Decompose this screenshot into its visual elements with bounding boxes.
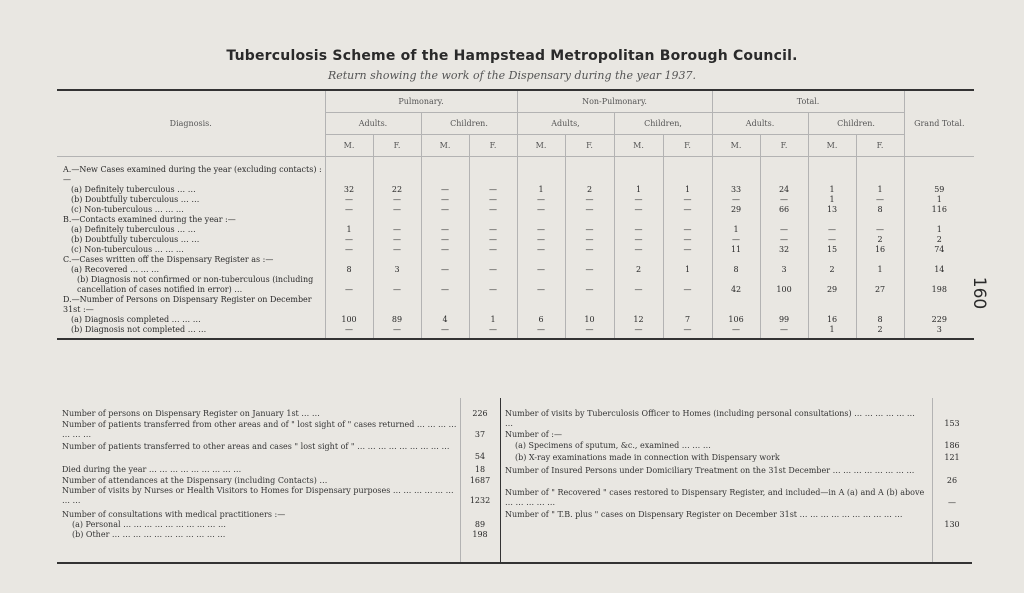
table-cell: — (517, 235, 565, 245)
table-cell: — (614, 275, 663, 295)
table-cell: 1 (808, 195, 856, 205)
summary-label: Number of consultations with medical practitioners :— (62, 510, 286, 519)
summary-label: Number of patients transferred from other areas and of " lost sight of " cases returned … … … … … … … (62, 420, 457, 439)
table-cell: — (517, 225, 565, 235)
summary-label: Number of :— (505, 430, 562, 439)
table-cell (373, 215, 421, 225)
table-cell: — (373, 275, 421, 295)
table-cell: — (663, 245, 712, 255)
table-cell (663, 157, 712, 186)
table-cell: 198 (904, 275, 974, 295)
table-cell: — (712, 325, 760, 339)
table-cell: — (421, 325, 469, 339)
table-cell: — (421, 195, 469, 205)
table-cell: 8 (325, 265, 373, 275)
table-cell (614, 255, 663, 265)
row-label: A.—New Cases examined during the year (excluding contacts) :— (63, 165, 322, 184)
table-cell: — (325, 325, 373, 339)
table-cell: — (421, 185, 469, 195)
table-row (57, 265, 974, 275)
summary-value: 89 (474, 520, 486, 529)
summary-label: (a) Personal … … … … … … … … … … (72, 520, 226, 529)
table-cell: — (663, 195, 712, 205)
table-cell (421, 157, 469, 186)
table-cell: — (517, 205, 565, 215)
table-cell: 2 (565, 185, 614, 195)
table-cell (712, 295, 760, 315)
row-label: B.—Contacts examined during the year :— (63, 215, 236, 224)
table-cell: — (614, 205, 663, 215)
row-label: (a) Diagnosis completed … … … (71, 315, 201, 324)
table-row (57, 185, 974, 195)
table-cell: — (517, 275, 565, 295)
table-cell (904, 215, 974, 225)
summary-label: Number of patients transferred to other areas and cases " lost sight of " … … … … … … … … … (62, 442, 450, 451)
table-cell (760, 215, 808, 225)
table-cell: 1 (904, 225, 974, 235)
table-cell: — (565, 325, 614, 339)
table-cell: — (517, 265, 565, 275)
table-cell: 66 (760, 205, 808, 215)
table-cell: — (421, 275, 469, 295)
table-cell: — (373, 195, 421, 205)
non-pulmonary-adults-header: Adults, (517, 113, 614, 135)
total-adults-header: Adults. (712, 113, 808, 135)
table-cell (760, 295, 808, 315)
col-f-header: F. (373, 135, 421, 157)
table-cell: 16 (856, 245, 904, 255)
table-cell (712, 215, 760, 225)
summary-section (57, 398, 972, 564)
table-cell: — (373, 245, 421, 255)
table-cell: — (421, 265, 469, 275)
table-cell: 116 (904, 205, 974, 215)
table-cell: 7 (663, 315, 712, 325)
table-cell (421, 255, 469, 265)
summary-value: 1232 (469, 496, 491, 505)
table-cell (614, 295, 663, 315)
table-cell: 3 (760, 265, 808, 275)
table-cell: 27 (856, 275, 904, 295)
summary-label: (a) Specimens of sputum, &c., examined … … … (515, 441, 711, 450)
row-label: (c) Non-tuberculous … … … (71, 245, 184, 254)
table-cell: 2 (808, 265, 856, 275)
table-cell: 13 (808, 205, 856, 215)
table-cell: 11 (712, 245, 760, 255)
table-cell: — (856, 195, 904, 205)
table-cell (614, 215, 663, 225)
table-cell: — (325, 275, 373, 295)
table-cell: 106 (712, 315, 760, 325)
summary-label: Number of visits by Tuberculosis Officer to Homes (including personal consultations) … … … … … … … (505, 409, 915, 428)
table-cell: — (565, 275, 614, 295)
table-cell: — (712, 235, 760, 245)
table-cell: — (469, 225, 517, 235)
table-cell: 2 (904, 235, 974, 245)
table-cell: — (325, 245, 373, 255)
summary-value: 18 (474, 465, 486, 474)
summary-left-column (57, 398, 501, 562)
table-cell: 12 (614, 315, 663, 325)
table-cell (856, 255, 904, 265)
table-cell (856, 295, 904, 315)
non-pulmonary-children-header: Children, (614, 113, 712, 135)
table-cell: 1 (469, 315, 517, 325)
summary-value: 186 (944, 441, 960, 450)
table-cell: 89 (373, 315, 421, 325)
table-cell: — (469, 205, 517, 215)
summary-label: (b) Other … … … … … … … … … … … (72, 530, 226, 539)
table-cell (663, 255, 712, 265)
summary-value: 54 (474, 452, 486, 461)
table-cell: — (517, 325, 565, 339)
table-cell: 1 (517, 185, 565, 195)
table-cell (373, 157, 421, 186)
table-cell: 10 (565, 315, 614, 325)
table-cell: 100 (760, 275, 808, 295)
row-label: (b) Diagnosis not confirmed or non-tuberculous (including cancellation of cases notified in error) … (77, 275, 314, 294)
table-cell: 100 (325, 315, 373, 325)
table-cell: 8 (712, 265, 760, 275)
table-cell: 42 (712, 275, 760, 295)
grand-total-header: Grand Total. (904, 90, 974, 157)
diagnosis-table (57, 89, 974, 340)
table-cell: 1 (614, 185, 663, 195)
table-cell (565, 215, 614, 225)
table-cell: 1 (904, 195, 974, 205)
table-cell: — (565, 265, 614, 275)
summary-label: Number of persons on Dispensary Register on January 1st … … (62, 409, 320, 418)
table-cell (712, 157, 760, 186)
table-row (57, 325, 974, 339)
table-cell: 1 (663, 185, 712, 195)
table-row (57, 295, 974, 315)
summary-value: 121 (944, 453, 960, 462)
table-cell (856, 215, 904, 225)
table-cell (663, 295, 712, 315)
summary-value: 130 (944, 520, 960, 529)
table-cell (904, 255, 974, 265)
table-cell (856, 157, 904, 186)
page-subtitle: Return showing the work of the Dispensary during the year 1937. (327, 69, 697, 82)
table-cell: — (565, 235, 614, 245)
table-cell: — (325, 195, 373, 205)
col-f-header: F. (856, 135, 904, 157)
table-row (57, 157, 974, 186)
table-cell: 6 (517, 315, 565, 325)
table-cell: 1 (856, 265, 904, 275)
table-cell: — (760, 225, 808, 235)
table-cell: 1 (712, 225, 760, 235)
summary-value: 198 (472, 530, 488, 539)
summary-label: Number of " T.B. plus " cases on Dispensary Register on December 31st … … … … … … … … … … (505, 510, 903, 519)
table-cell: — (614, 245, 663, 255)
table-cell: — (469, 195, 517, 205)
table-cell: 22 (373, 185, 421, 195)
table-cell: — (760, 195, 808, 205)
row-label: (b) Doubtfully tuberculous … … (71, 195, 200, 204)
table-cell: 29 (808, 275, 856, 295)
table-cell: — (373, 235, 421, 245)
table-cell: 2 (856, 325, 904, 339)
row-label: (a) Definitely tuberculous … … (71, 225, 196, 234)
table-cell: — (517, 245, 565, 255)
table-cell: — (856, 225, 904, 235)
col-f-header: F. (565, 135, 614, 157)
page-number: 160 (969, 276, 990, 310)
table-cell (421, 215, 469, 225)
table-row (57, 205, 974, 215)
summary-value: 153 (944, 419, 960, 428)
table-row (57, 245, 974, 255)
table-cell: — (663, 275, 712, 295)
table-cell: — (712, 195, 760, 205)
total-header: Total. (712, 90, 904, 113)
pulmonary-adults-header: Adults. (325, 113, 421, 135)
table-cell: 3 (373, 265, 421, 275)
table-cell (325, 215, 373, 225)
col-m-header: M. (808, 135, 856, 157)
table-cell: 16 (808, 315, 856, 325)
table-cell: — (614, 195, 663, 205)
table-cell (325, 255, 373, 265)
row-label: C.—Cases written off the Dispensary Register as :— (63, 255, 274, 264)
table-cell: 29 (712, 205, 760, 215)
table-cell (760, 157, 808, 186)
summary-label: Number of Insured Persons under Domiciliary Treatment on the 31st December … … … … … … … … (505, 466, 915, 475)
table-cell: — (325, 205, 373, 215)
col-f-header: F. (663, 135, 712, 157)
table-cell (373, 295, 421, 315)
table-cell: 3 (904, 325, 974, 339)
summary-right-column (500, 398, 972, 562)
col-m-header: M. (517, 135, 565, 157)
col-m-header: M. (712, 135, 760, 157)
non-pulmonary-header: Non-Pulmonary. (517, 90, 712, 113)
table-cell (712, 255, 760, 265)
table-row (57, 315, 974, 325)
table-cell (565, 157, 614, 186)
table-cell: 24 (760, 185, 808, 195)
table-cell (760, 255, 808, 265)
col-f-header: F. (760, 135, 808, 157)
table-cell: 74 (904, 245, 974, 255)
table-cell (904, 157, 974, 186)
table-cell: — (469, 185, 517, 195)
table-cell: — (808, 235, 856, 245)
table-cell: 229 (904, 315, 974, 325)
table-row (57, 215, 974, 225)
table-cell: — (565, 225, 614, 235)
table-cell: — (663, 225, 712, 235)
table-cell (808, 255, 856, 265)
col-m-header: M. (421, 135, 469, 157)
table-cell: 1 (856, 185, 904, 195)
table-cell: 99 (760, 315, 808, 325)
table-cell: — (517, 195, 565, 205)
table-cell (565, 255, 614, 265)
summary-label: (b) X-ray examinations made in connection with Dispensary work (515, 453, 780, 462)
table-cell: — (373, 225, 421, 235)
table-cell: 8 (856, 205, 904, 215)
table-cell: — (760, 235, 808, 245)
table-cell: — (614, 235, 663, 245)
table-cell (325, 295, 373, 315)
table-cell: — (565, 245, 614, 255)
table-row (57, 255, 974, 265)
page-title: Tuberculosis Scheme of the Hampstead Metropolitan Borough Council. (226, 48, 798, 64)
row-label: (c) Non-tuberculous … … … (71, 205, 184, 214)
table-cell: — (565, 195, 614, 205)
summary-value: — (948, 498, 956, 507)
table-cell (517, 157, 565, 186)
table-cell (565, 295, 614, 315)
table-cell: — (421, 205, 469, 215)
col-m-header: M. (614, 135, 663, 157)
summary-label: Died during the year … … … … … … … … … (62, 465, 242, 474)
table-cell (808, 215, 856, 225)
table-cell: — (565, 205, 614, 215)
table-cell: 14 (904, 265, 974, 275)
table-cell: — (614, 325, 663, 339)
table-cell: — (469, 245, 517, 255)
pulmonary-header: Pulmonary. (325, 90, 517, 113)
diagnosis-header: Diagnosis. (57, 90, 325, 157)
table-cell: — (421, 225, 469, 235)
table-cell (904, 295, 974, 315)
table-cell (517, 215, 565, 225)
table-row (57, 235, 974, 245)
table-cell: 32 (760, 245, 808, 255)
table-cell: 4 (421, 315, 469, 325)
table-cell: 2 (614, 265, 663, 275)
table-cell: 1 (808, 325, 856, 339)
summary-label: Number of attendances at the Dispensary (including Contacts) … (62, 476, 328, 485)
row-label: (b) Diagnosis not completed … … (71, 325, 207, 334)
pulmonary-children-header: Children. (421, 113, 517, 135)
table-cell: — (760, 325, 808, 339)
row-label: D.—Number of Persons on Dispensary Register on December 31st :— (63, 295, 312, 314)
table-cell: — (373, 325, 421, 339)
row-label: (a) Recovered … … … (71, 265, 160, 274)
table-cell (469, 157, 517, 186)
table-cell: 1 (663, 265, 712, 275)
table-row (57, 275, 974, 295)
table-cell (517, 295, 565, 315)
col-f-header: F. (469, 135, 517, 157)
table-cell (469, 215, 517, 225)
table-cell: 8 (856, 315, 904, 325)
table-cell: 1 (808, 185, 856, 195)
summary-value: 226 (472, 409, 488, 418)
table-cell: — (469, 235, 517, 245)
table-cell: 33 (712, 185, 760, 195)
table-cell: 15 (808, 245, 856, 255)
table-cell: — (469, 275, 517, 295)
table-cell (469, 255, 517, 265)
table-cell (373, 255, 421, 265)
summary-label: Number of " Recovered " cases restored to Dispensary Register, and included—in A (a) and A (b) above … … … … … (505, 488, 925, 507)
table-cell: 32 (325, 185, 373, 195)
table-cell: — (808, 225, 856, 235)
table-cell: — (663, 205, 712, 215)
table-row (57, 225, 974, 235)
table-cell: 2 (856, 235, 904, 245)
table-cell: 1 (325, 225, 373, 235)
table-cell: — (614, 225, 663, 235)
table-cell (663, 215, 712, 225)
row-label: (a) Definitely tuberculous … … (71, 185, 196, 194)
summary-value: 37 (474, 430, 486, 439)
table-row (57, 195, 974, 205)
table-cell: — (469, 325, 517, 339)
table-cell (469, 295, 517, 315)
table-cell: — (325, 235, 373, 245)
table-cell: — (421, 245, 469, 255)
table-cell: 59 (904, 185, 974, 195)
table-cell (614, 157, 663, 186)
table-cell (421, 295, 469, 315)
table-cell: — (421, 235, 469, 245)
summary-label: Number of visits by Nurses or Health Visitors to Homes for Dispensary purposes … … … … … … … … (62, 486, 454, 505)
table-cell: — (469, 265, 517, 275)
row-label: (b) Doubtfully tuberculous … … (71, 235, 200, 244)
total-children-header: Children. (808, 113, 904, 135)
summary-value: 1687 (469, 476, 491, 485)
table-cell (808, 295, 856, 315)
table-cell: — (663, 235, 712, 245)
table-cell (325, 157, 373, 186)
table-cell: — (663, 325, 712, 339)
table-cell: — (373, 205, 421, 215)
col-m-header: M. (325, 135, 373, 157)
table-cell (517, 255, 565, 265)
table-cell (808, 157, 856, 186)
summary-value: 26 (946, 476, 958, 485)
